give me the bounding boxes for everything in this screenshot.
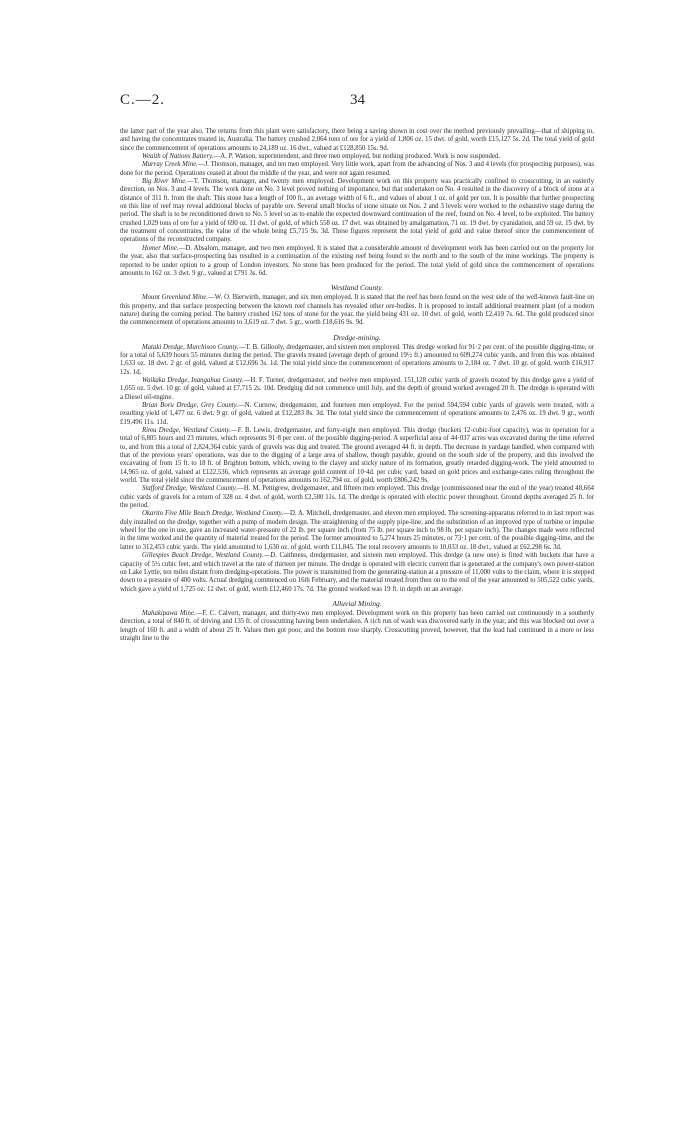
dredge-name: Waikaka Dredge, Inangahua County. <box>142 376 244 384</box>
paragraph: Mataki Dredge, Murchison County.—T. B. Gillooly, dredgemaster, and sixteen men employed. This dredge worked for 91·2 per cent. of the possible digging-time, or for a total of 5,639 hours 55 minutes during the period. The gravels treated (average depth of ground 19½ ft.) amounted to 609,274 cubic yards, and from this was obtained 1,633 oz. 18 dwt. 2 gr. of gold, valued at £12,696 3s. 1d. The total yield since the commencement of operations amounts to 2,184 oz. 7 dwt. 10 gr. of gold, worth £16,917 12s. 1d. <box>120 343 594 376</box>
mine-name: Big River Mine. <box>142 178 187 186</box>
paragraph: Stafford Dredge, Westland County.—H. M. Pettigrew, dredgemaster, and fifteen men employed. This dredge (commissioned near the end of the year) treated 48,664 cubic yards of gravels for a return of 328 oz. 4 dwt. of gold, worth £2,580 11s. 1d. The dredge is operated with electric power throughout. Ground depths averaged 25 ft. for the period. <box>120 485 594 510</box>
dredge-name: Brian Boru Dredge, Grey County. <box>142 401 238 409</box>
dredge-name: Gillespies Beach Dredge, Westland County. <box>142 552 264 560</box>
section-heading-westland: Westland County. <box>330 283 384 293</box>
paragraph: Mount Greenland Mine.—W. O. Bierwirth, manager, and six men employed. It is stated that the reef has been found on the west side of the well-known fault-line on this property, and that surface prospecting between the known reef channels has revealed other ore-bodies. It is proposed to install additional treatment plant (of a modern nature) during the coming period. The battery crushed 162 tons of stone for the year, the yield being 431 oz. 10 dwt. of gold, worth £2,419 7s. 6d. The gold produced since the commencement of operations amounts to 3,619 oz. 7 dwt. 5 gr., worth £18,616 9s. 9d. <box>120 294 594 327</box>
paragraph: Rimu Dredge, Westland County.—F. B. Lewis, dredgemaster, and forty-eight men employed. This dredge (buckets 12-cubic-foot capacity), was in operation for a total of 6,805 hours and 23 minutes, which represents 91·8 per cent. of the possible digging-period. A superficial area of 44·037 acres was excavated during the time referred to, and from this a total of 2,824,364 cubic yards of gravels was dug and treated. The ground averaged 44 ft. in depth. The decrease in yardage handled, when compared with that of the previous years' operations, was due to the digging of a large area of shallow, though payable, ground on the south side of the property, and this involved the excavating of from 15 ft. to 18 ft. of Brighton bottom, which, owing to the clayey and sticky nature of its formation, greatly retarded digging-work. The yield amounted to 14,965 oz. of gold, valued at £122,536, which represents an average gold content of 10·4d. per cubic yard, based on gold prices and exchange-rates ruling throughout the world. The total yield since the commencement of operations amounts to 162,794 oz. of gold, worth £806,242 9s. <box>120 427 595 485</box>
mine-name: Mount Greenland Mine. <box>142 294 208 302</box>
mine-name: Murray Creek Mine. <box>142 161 198 169</box>
dredge-name: Mataki Dredge, Murchison County. <box>142 343 239 351</box>
dredge-name: Okarito Five Mile Beach Dredge, Westland County. <box>142 510 284 518</box>
page-number: 34 <box>350 92 365 108</box>
page-header <box>120 92 590 112</box>
paragraph: the latter part of the year also. The returns from this plant were satisfactory, there being a saving shown in cost over the method previously prevailing—that of shipping to, and having the concentrates treated in, Australia. The battery crushed 2,064 tons of ore for a yield of 1,806 oz. 15 dwt. of gold, worth £15,127 5s. 2d. The total yield of gold since the commencement of operations amounts to 24,189 oz. 16 dwt., valued at £128,850 15s. 9d. <box>120 128 594 152</box>
mine-name: Mahakipawa Mine. <box>142 609 196 617</box>
mine-name: Wealth of Nations Battery. <box>142 153 214 161</box>
document-reference: C.—2. <box>120 92 166 108</box>
dredge-name: Rimu Dredge, Westland County. <box>142 427 231 434</box>
report-body <box>120 128 594 643</box>
paragraph: Mahakipawa Mine.—F. C. Calvert, manager, and thirty-two men employed. Development work on this property has been carried out continuously in a southerly direction, a total of 840 ft. of driving and 135 ft. of crosscutting having been undertaken. A rich run of wash was discovered early in the year, and this was blocked out over a length of 160 ft. and a width of about 25 ft. Values then got poor, and the bottom rose sharply. Crosscutting proved, however, that the lead had continued in a more or less straight line to the <box>120 609 594 642</box>
dredge-name: Stafford Dredge, Westland County. <box>142 485 238 493</box>
paragraph: Okarito Five Mile Beach Dredge, Westland County.—D. A. Mitchell, dredgemaster, and eleven men employed. The screening-apparatus referred to in last report was duly installed on the dredge, together with a pump of modern design. The straightening of the supply pipe-line, and the substitution of an improved type of turbine or impulse wheel for the one in use, gave an increased water-pressure of 22 lb. per square inch (from 75 lb. per square inch to 98 lb. per square inch). The changes made were reflected in the time worked and the quantity of material treated for the period. The former amounted to 5,274 hours 25 minutes, or 73·1 per cent. of the possible digging-time, and the latter to 312,453 cubic yards. The yield amounted to 1,630 oz. of gold, worth £11,845. The total recovery amounts to 10,033 oz. 18 dwt., valued at £62,298 6s. 3d. <box>120 510 594 551</box>
paragraph: Murray Creek Mine.—J. Thomson, manager, and ten men employed. Very little work, apart from the advancing of Nos. 3 and 4 levels (for prospecting purposes), was done for the period. Operations ceased at about the middle of the year, and were not again resumed. <box>120 161 594 177</box>
paragraph: Homer Mine.—D. Absalom, manager, and two men employed. It is stated that a considerable amount of development work has been carried out on the property for the year, also that surface-prospecting has resulted in a continuation of the existing reef being found to the north and to the south of the mine workings. The property is reported to be under option to a group of London investors. No stone has been produced for the period. The total yield of gold since the commencement of operations amounts to 162 oz. 3 dwt. 9 gr., valued at £791 3s. 6d. <box>120 244 594 277</box>
section-heading-alluvial-mining: Alluvial Mining. <box>332 598 382 608</box>
section-heading-dredge-mining: Dredge-mining. <box>333 332 381 342</box>
mine-name: Homer Mine. <box>142 244 179 252</box>
paragraph: Gillespies Beach Dredge, Westland County.—D. Caithness, dredgemaster, and sixteen men employed. This dredge (a new one) is fitted with buckets that have a capacity of 5½ cubic feet, and which travel at the rate of thirteen per minute. The dredge is operated with electric current that is generated at the company's own power-station on Lake Lyttle, ten miles distant from dredging-operations. The power is transmitted from the generating-station at a pressure of 11,000 volts to the claim, where it is stepped down to a pressure of 400 volts. Actual dredging commenced on 16th February, and the material treated from then on to the end of the year amounted to 505,522 cubic yards, which gave a yield of 1,725 oz. 12 dwt. of gold, worth £12,460 17s. 7d. The ground worked was 19 ft. in depth on an average. <box>120 552 594 593</box>
paragraph: Wealth of Nations Battery.—A. P. Watson, superintendent, and three men employed, but nothing produced. Work is now suspended. <box>142 153 501 161</box>
paragraph: Brian Boru Dredge, Grey County.—N. Curnow, dredgemaster, and fourteen men employed. For the period 594,594 cubic yards of gravels were treated, with a resulting yield of 1,477 oz. 6 dwt. 9 gr. of gold, valued at £12,283 8s. 3d. The total yield since the commencement of operations amounts to 2,476 oz. 19 dwt. 9 gr., worth £19,496 11s. 11d. <box>120 401 594 426</box>
paragraph: Big River Mine.—T. Thomson, manager, and twenty men employed. Development work on this property was practically confined to crosscutting, in an easterly direction, on Nos. 3 and 4 levels. The work done on No. 3 level proved nothing of importance, but that undertaken on No. 4 resulted in the discovery of a block of stone at a distance of 311 ft. from the shaft. This stone has a length of 100 ft., an average width of 6 ft., and values of about 1 oz. of gold per ton. It is possible that further prospecting on this line of reef may reveal additional blocks of payable ore. Several small blocks of stone situate on Nos. 2 and 3 levels were worked to the exhaustive stage during the period. The shaft is to be reconditioned down to No. 5 level so as to enable the expected downward continuation of the reef, found on No. 4 level, to be exploited. The battery crushed 1,029 tons of ore for a yield of 690 oz. 11 dwt. of gold, of which 558 oz. 17 dwt. was obtained by amalgamation, 71 oz. 19 dwt. by cyanidation, and 59 oz. 15 dwt. by the treatment of concentrates, the value of the whole being £5,715 9s. 3d. These figures represent the total yield of gold and value thereof since the commencement of operations of the reconstructed company. <box>120 178 594 244</box>
paragraph: Waikaka Dredge, Inangahua County.—H. F. Turner, dredgemaster, and twelve men employed. 151,128 cubic yards of gravels treated by this dredge gave a yield of 1,055 oz. 5 dwt. 10 gr. of gold, valued at £7,715 2s. 10d. Dredging did not commence until July, and the depth of ground worked averaged 20 ft. The dredge is operated with a Diesel oil-engine. <box>120 376 594 401</box>
